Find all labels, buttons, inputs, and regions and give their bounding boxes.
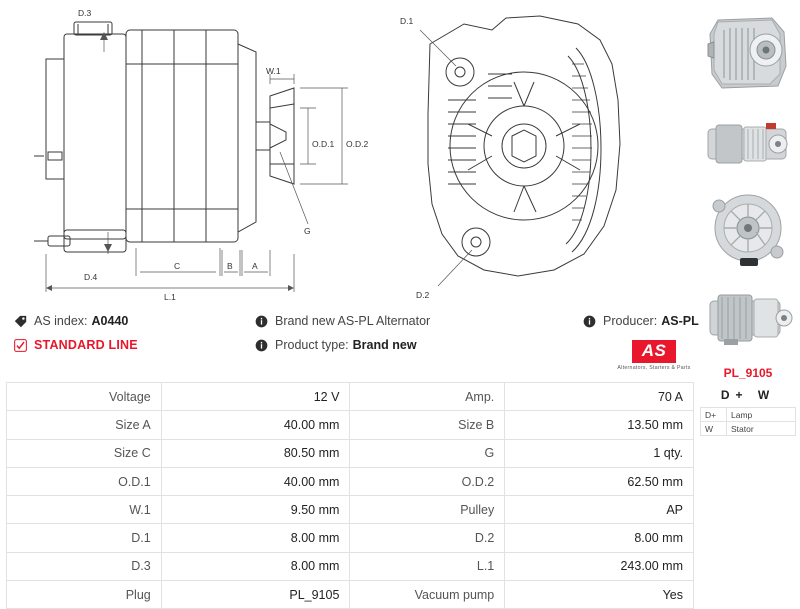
terminals-title: D+ W — [720, 388, 776, 402]
table-row — [7, 496, 694, 524]
spec-key: Vacuum pump — [350, 581, 505, 609]
spec-value: 9.50 mm — [161, 496, 350, 524]
product-photo-3 — [700, 184, 796, 277]
dim-label-w1: W.1 — [266, 66, 281, 76]
standard-line-row — [14, 338, 138, 352]
terminals-table — [700, 407, 796, 436]
spec-key: L.1 — [350, 552, 505, 580]
spec-value: 13.50 mm — [505, 411, 694, 439]
spec-key: W.1 — [7, 496, 162, 524]
table-row — [701, 422, 796, 436]
dim-label-d4: D.4 — [84, 272, 98, 282]
producer-row — [583, 314, 699, 328]
terminal-name: Lamp — [727, 408, 796, 422]
spec-key: D.3 — [7, 552, 162, 580]
table-row — [701, 408, 796, 422]
tag-icon — [14, 315, 27, 328]
spec-key: Size C — [7, 439, 162, 467]
spec-value: AP — [505, 496, 694, 524]
spec-value: 12 V — [161, 383, 350, 411]
terminal-code: D+ — [701, 408, 727, 422]
dim-label-od1: O.D.1 — [312, 139, 335, 149]
spec-value: 8.00 mm — [505, 524, 694, 552]
product-type-label: Product type: — [275, 338, 349, 352]
dim-label-od2: O.D.2 — [346, 139, 369, 149]
dim-label-c: C — [174, 261, 181, 271]
info-icon — [255, 315, 268, 328]
brand-row — [255, 314, 430, 328]
info-icon — [255, 339, 268, 352]
brand-text: Brand new AS-PL Alternator — [275, 314, 431, 328]
terminal-code: W — [701, 422, 727, 436]
spec-value: 1 qty. — [505, 439, 694, 467]
as-index-row — [14, 314, 138, 328]
dim-label-l1: L.1 — [164, 292, 176, 302]
check-icon — [14, 339, 27, 352]
spec-key: Amp. — [350, 383, 505, 411]
aspl-logo-subtitle: Alternators, Starters & Parts — [617, 365, 691, 371]
info-col-left — [14, 314, 138, 362]
dim-label-d3: D.3 — [78, 8, 92, 18]
dim-label-b: B — [227, 261, 233, 271]
product-type-row — [255, 338, 430, 352]
alternator-side-view-drawing — [8, 4, 368, 304]
table-row — [7, 581, 694, 609]
as-index-value: A0440 — [91, 314, 129, 328]
info-col-right — [583, 314, 699, 338]
standard-line-label: STANDARD LINE — [34, 338, 138, 352]
product-photo-2 — [700, 111, 796, 180]
dim-label-d1: D.1 — [400, 16, 414, 26]
spec-key: Plug — [7, 581, 162, 609]
info-col-middle — [255, 314, 430, 362]
aspl-logo — [612, 340, 696, 371]
spec-value: 40.00 mm — [161, 467, 350, 495]
producer-value: AS-PL — [661, 314, 699, 328]
dim-label-d2: D.2 — [416, 290, 430, 300]
specifications-table — [6, 382, 694, 609]
spec-key: Size A — [7, 411, 162, 439]
spec-key: O.D.1 — [7, 467, 162, 495]
spec-value: Yes — [505, 581, 694, 609]
table-row — [7, 383, 694, 411]
spec-key: O.D.2 — [350, 467, 505, 495]
spec-key: G — [350, 439, 505, 467]
alternator-front-view-drawing — [372, 4, 692, 304]
spec-value: 70 A — [505, 383, 694, 411]
product-info-strip — [0, 312, 700, 376]
spec-value: 62.50 mm — [505, 467, 694, 495]
table-row — [7, 411, 694, 439]
dim-label-g: G — [304, 226, 311, 236]
table-row — [7, 467, 694, 495]
product-photo-column — [700, 4, 796, 580]
spec-key: D.1 — [7, 524, 162, 552]
dim-label-a: A — [252, 261, 258, 271]
as-index-label: AS index: — [34, 314, 88, 328]
producer-label: Producer: — [603, 314, 658, 328]
aspl-logo-text: AS — [632, 340, 677, 363]
terminal-name: Stator — [727, 422, 796, 436]
product-photo-1 — [700, 4, 796, 107]
spec-value: 8.00 mm — [161, 552, 350, 580]
table-row — [7, 524, 694, 552]
spec-key: Size B — [350, 411, 505, 439]
info-icon — [583, 315, 596, 328]
spec-value: 40.00 mm — [161, 411, 350, 439]
product-type-value: Brand new — [352, 338, 417, 352]
spec-value: 80.50 mm — [161, 439, 350, 467]
plug-code-label: PL_9105 — [723, 366, 773, 380]
product-photo-4 — [700, 281, 796, 358]
spec-key: Voltage — [7, 383, 162, 411]
spec-value: 243.00 mm — [505, 552, 694, 580]
table-row — [7, 439, 694, 467]
table-row — [7, 552, 694, 580]
spec-value: PL_9105 — [161, 581, 350, 609]
spec-key: Pulley — [350, 496, 505, 524]
spec-key: D.2 — [350, 524, 505, 552]
spec-value: 8.00 mm — [161, 524, 350, 552]
